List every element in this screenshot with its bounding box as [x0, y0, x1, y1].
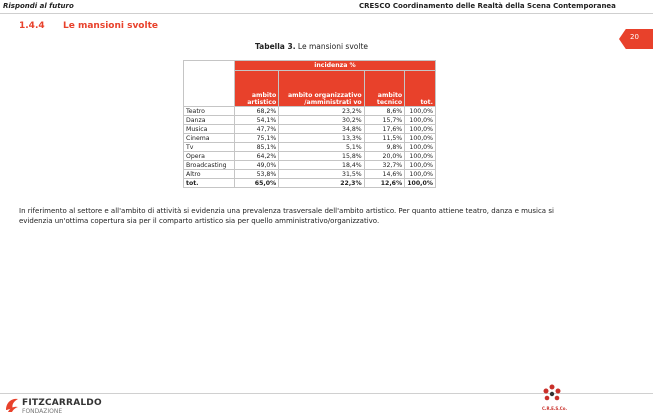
table-cell: 23,2% [279, 107, 364, 116]
table-total-row [184, 179, 436, 188]
table-cell: 64,2% [235, 152, 279, 161]
table-cell: 65,0% [235, 179, 279, 188]
row-label: Tv [184, 143, 235, 152]
row-label: tot. [184, 179, 235, 188]
table-cell: 54,1% [235, 116, 279, 125]
paragraph-line: evidenzia un'ottima copertura sia per il comparto artistico sia per quello amministrativo/organizzativo. [19, 217, 380, 225]
section-number: 1.4.4 [19, 21, 45, 31]
footer-brand-sub: FONDAZIONE [22, 408, 63, 415]
table-cell: 31,5% [279, 170, 364, 179]
table-row [184, 143, 436, 152]
table-cell: 22,3% [279, 179, 364, 188]
table-cell: 100,0% [405, 134, 436, 143]
table-cell: 32,7% [364, 161, 405, 170]
table-cell: 9,8% [364, 143, 405, 152]
table-row [184, 170, 436, 179]
table-cell: 8,6% [364, 107, 405, 116]
table-cell: 13,3% [279, 134, 364, 143]
row-label: Cinema [184, 134, 235, 143]
body-paragraph [19, 206, 619, 226]
header-left-title: Rispondi al futuro [3, 2, 74, 10]
column-header: ambito organizzativo /amministrati vo [279, 71, 364, 107]
row-label: Altro [184, 170, 235, 179]
table-cell: 85,1% [235, 143, 279, 152]
table-row [184, 152, 436, 161]
row-label: Opera [184, 152, 235, 161]
table-cell: 100,0% [405, 170, 436, 179]
table-caption [255, 42, 368, 51]
table-cell: 53,8% [235, 170, 279, 179]
table-cell: 14,6% [364, 170, 405, 179]
table-cell: 18,4% [279, 161, 364, 170]
table-row [184, 134, 436, 143]
row-label: Danza [184, 116, 235, 125]
table-cell: 5,1% [279, 143, 364, 152]
fitzcarraldo-logo-icon [4, 396, 20, 413]
section-title: Le mansioni svolte [63, 21, 158, 31]
footer-brand: FITZCARRALDO [22, 398, 102, 408]
cresco-logo-icon [540, 383, 564, 405]
table-cell: 100,0% [405, 125, 436, 134]
header-divider [0, 13, 653, 14]
table-cell: 12,6% [364, 179, 405, 188]
column-header: ambito tecnico [364, 71, 405, 107]
table-cell: 47,7% [235, 125, 279, 134]
row-label: Teatro [184, 107, 235, 116]
page-number: 20 [630, 33, 639, 41]
table-cell: 15,8% [279, 152, 364, 161]
cresco-label: C.R.E.S.Co. [542, 406, 567, 411]
table-cell: 100,0% [405, 116, 436, 125]
row-label: Musica [184, 125, 235, 134]
column-header: tot. [405, 71, 436, 107]
table-cell: 49,0% [235, 161, 279, 170]
table-row [184, 125, 436, 134]
table-cell: 75,1% [235, 134, 279, 143]
table-caption-label: Tabella 3. [255, 42, 296, 51]
table-cell: 100,0% [405, 161, 436, 170]
table-row [184, 116, 436, 125]
table-group-header: incidenza % [235, 61, 436, 71]
table-cell: 100,0% [405, 107, 436, 116]
table-cell: 20,0% [364, 152, 405, 161]
row-label: Broadcasting [184, 161, 235, 170]
table-cell: 15,7% [364, 116, 405, 125]
table-corner [184, 61, 235, 107]
table-row [184, 161, 436, 170]
table-cell: 100,0% [405, 179, 436, 188]
column-header: ambito artistico [235, 71, 279, 107]
data-table [183, 60, 436, 188]
table-cell: 68,2% [235, 107, 279, 116]
table-cell: 100,0% [405, 152, 436, 161]
table-caption-text: Le mansioni svolte [295, 42, 369, 51]
header-right-title: CRESCO Coordinamento delle Realtà della Scena Contemporanea [359, 2, 616, 10]
table-cell: 11,5% [364, 134, 405, 143]
table-row [184, 107, 436, 116]
table-cell: 100,0% [405, 143, 436, 152]
paragraph-line: In riferimento al settore e all'ambito di attività si evidenzia una prevalenza trasversale dell'ambito artistico. Per quanto attiene teatro, danza e musica si [19, 207, 554, 215]
table-cell: 17,6% [364, 125, 405, 134]
table-cell: 30,2% [279, 116, 364, 125]
table-cell: 34,8% [279, 125, 364, 134]
